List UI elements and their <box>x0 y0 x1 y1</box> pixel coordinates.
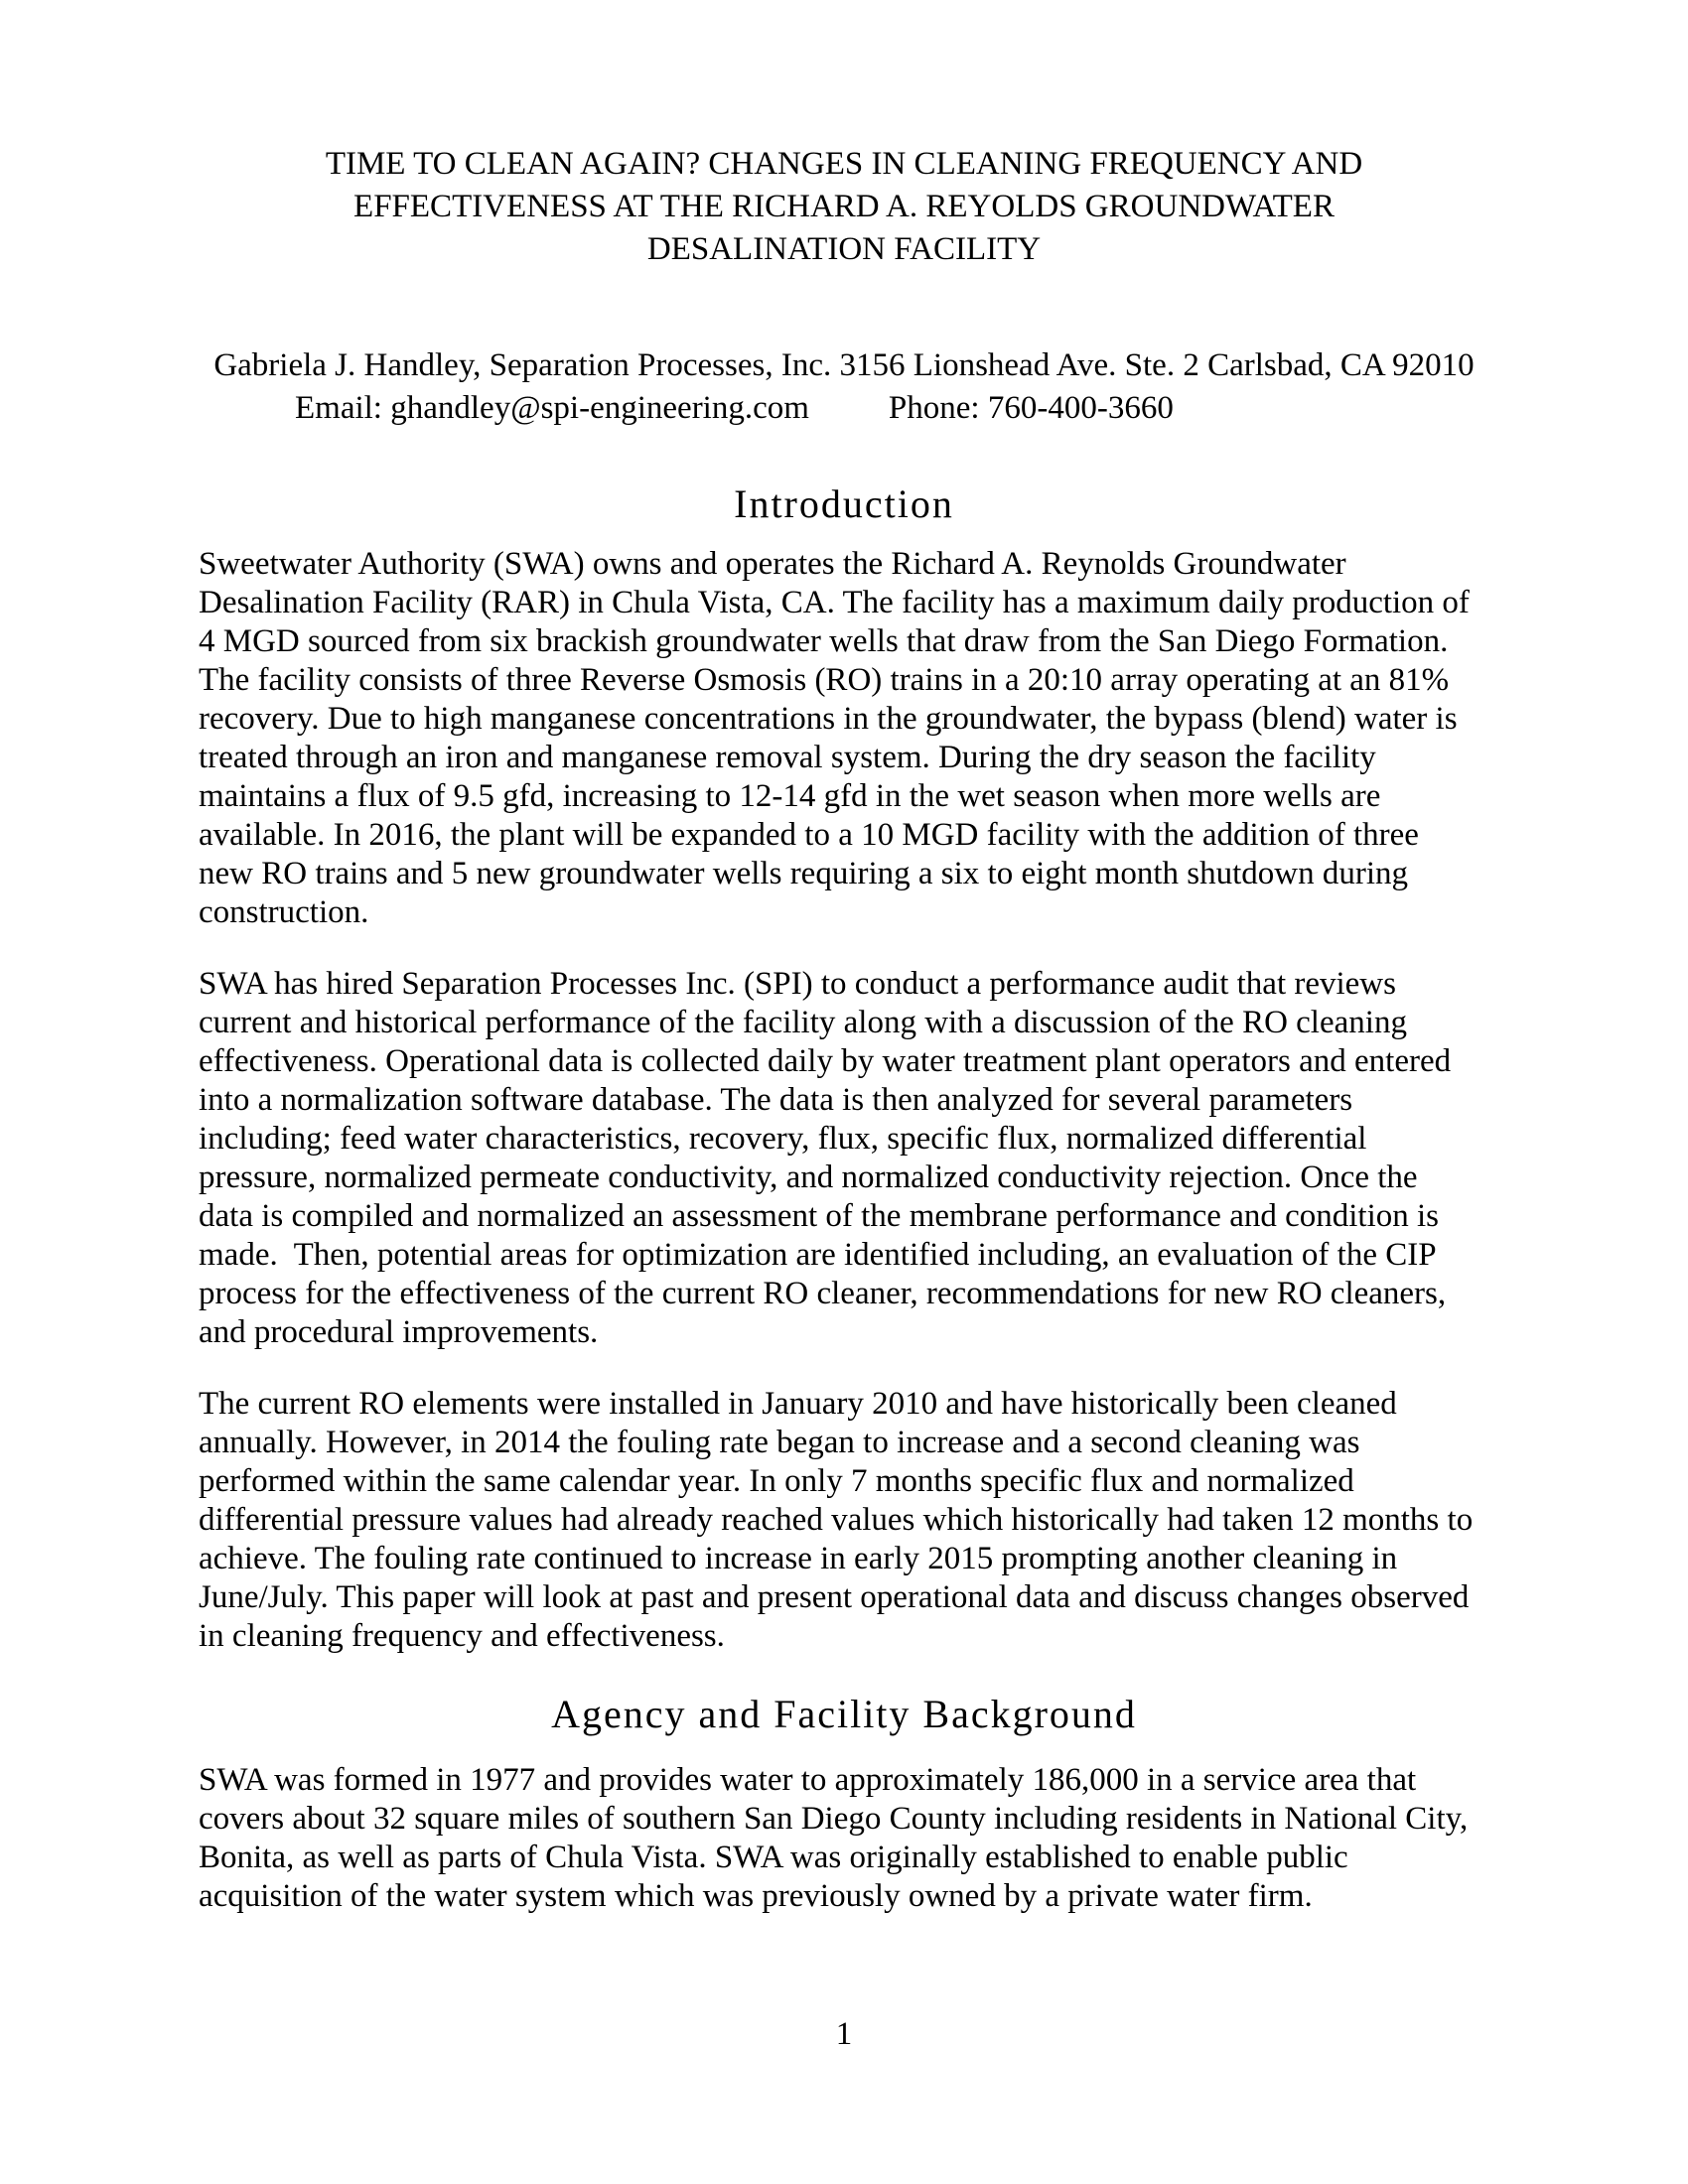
text-line: process for the effectiveness of the current RO cleaner, recommendations for new RO cleaners, <box>199 1276 1447 1311</box>
text-line: EFFECTIVENESS AT THE RICHARD A. REYOLDS GROUNDWATER <box>353 189 1335 224</box>
section-heading-background: Agency and Facility Background <box>551 1692 1137 1736</box>
text-line: recovery. Due to high manganese concentrations in the groundwater, the bypass (blend) water is <box>199 701 1458 737</box>
page-number: 1 <box>835 2016 853 2052</box>
text-line: current and historical performance of the facility along with a discussion of the RO cleaning <box>199 1005 1407 1040</box>
text-line: performed within the same calendar year. In only 7 months specific flux and normalized <box>199 1463 1354 1499</box>
paragraph <box>199 545 1489 932</box>
text-line: 4 MGD sourced from six brackish groundwater wells that draw from the San Diego Formation. <box>199 623 1449 659</box>
text-line: SWA has hired Separation Processes Inc. (SPI) to conduct a performance audit that reviews <box>199 966 1396 1002</box>
text-line: Bonita, as well as parts of Chula Vista. SWA was originally established to enable public <box>199 1840 1348 1875</box>
text-line: DESALINATION FACILITY <box>646 231 1042 267</box>
text-line: June/July. This paper will look at past and present operational data and discuss changes observed <box>199 1579 1470 1615</box>
text-line: annually. However, in 2014 the fouling rate began to increase and a second cleaning was <box>199 1425 1360 1460</box>
text-line: SWA was formed in 1977 and provides water to approximately 186,000 in a service area that <box>199 1762 1417 1798</box>
author-phone: Phone: 760-400-3660 <box>888 390 1174 426</box>
text-line: The facility consists of three Reverse Osmosis (RO) trains in a 20:10 array operating at an 81% <box>199 662 1450 698</box>
paragraph <box>199 1385 1489 1656</box>
author-email: Email: ghandley@spi-engineering.com <box>295 390 809 426</box>
text-line: treated through an iron and manganese removal system. During the dry season the facility <box>199 740 1376 775</box>
text-line: data is compiled and normalized an assessment of the membrane performance and condition is <box>199 1198 1440 1234</box>
text-line: in cleaning frequency and effectiveness. <box>199 1618 725 1654</box>
paper-title <box>199 143 1489 271</box>
text-line: differential pressure values had already reached values which historically had taken 12 months to <box>199 1502 1474 1538</box>
text-line: acquisition of the water system which was previously owned by a private water firm. <box>199 1878 1313 1914</box>
text-line: The current RO elements were installed in January 2010 and have historically been cleaned <box>199 1386 1397 1422</box>
document-content <box>199 0 1489 1916</box>
paragraph <box>199 965 1489 1352</box>
author-block <box>199 344 1489 430</box>
text-line: covers about 32 square miles of southern San Diego County including residents in National City, <box>199 1801 1469 1837</box>
text-line: TIME TO CLEAN AGAIN? CHANGES IN CLEANING FREQUENCY AND <box>325 146 1363 182</box>
text-line: made. Then, potential areas for optimization are identified including, an evaluation of the CIP <box>199 1237 1437 1273</box>
text-line: available. In 2016, the plant will be expanded to a 10 MGD facility with the addition of three <box>199 817 1419 853</box>
contact-line <box>199 387 1489 430</box>
text-line: Desalination Facility (RAR) in Chula Vista, CA. The facility has a maximum daily production of <box>199 585 1470 620</box>
text-line: into a normalization software database. The data is then analyzed for several parameters <box>199 1082 1353 1118</box>
text-line: construction. <box>199 894 369 930</box>
text-line: maintains a flux of 9.5 gfd, increasing to 12-14 gfd in the wet season when more wells are <box>199 778 1381 814</box>
text-line: pressure, normalized permeate conductivity, and normalized conductivity rejection. Once the <box>199 1160 1418 1195</box>
text-line: achieve. The fouling rate continued to increase in early 2015 prompting another cleaning in <box>199 1541 1398 1576</box>
text-line: including; feed water characteristics, recovery, flux, specific flux, normalized differential <box>199 1121 1367 1157</box>
section-heading-introduction: Introduction <box>734 481 954 526</box>
text-line: and procedural improvements. <box>199 1314 599 1350</box>
paragraph <box>199 1761 1489 1916</box>
text-line: effectiveness. Operational data is collected daily by water treatment plant operators and entered <box>199 1043 1452 1079</box>
text-line: Sweetwater Authority (SWA) owns and operates the Richard A. Reynolds Groundwater <box>199 546 1346 582</box>
text-line: new RO trains and 5 new groundwater wells requiring a six to eight month shutdown during <box>199 856 1409 891</box>
author-byline: Gabriela J. Handley, Separation Processes, Inc. 3156 Lionshead Ave. Ste. 2 Carlsbad, CA 92010 <box>213 347 1475 383</box>
